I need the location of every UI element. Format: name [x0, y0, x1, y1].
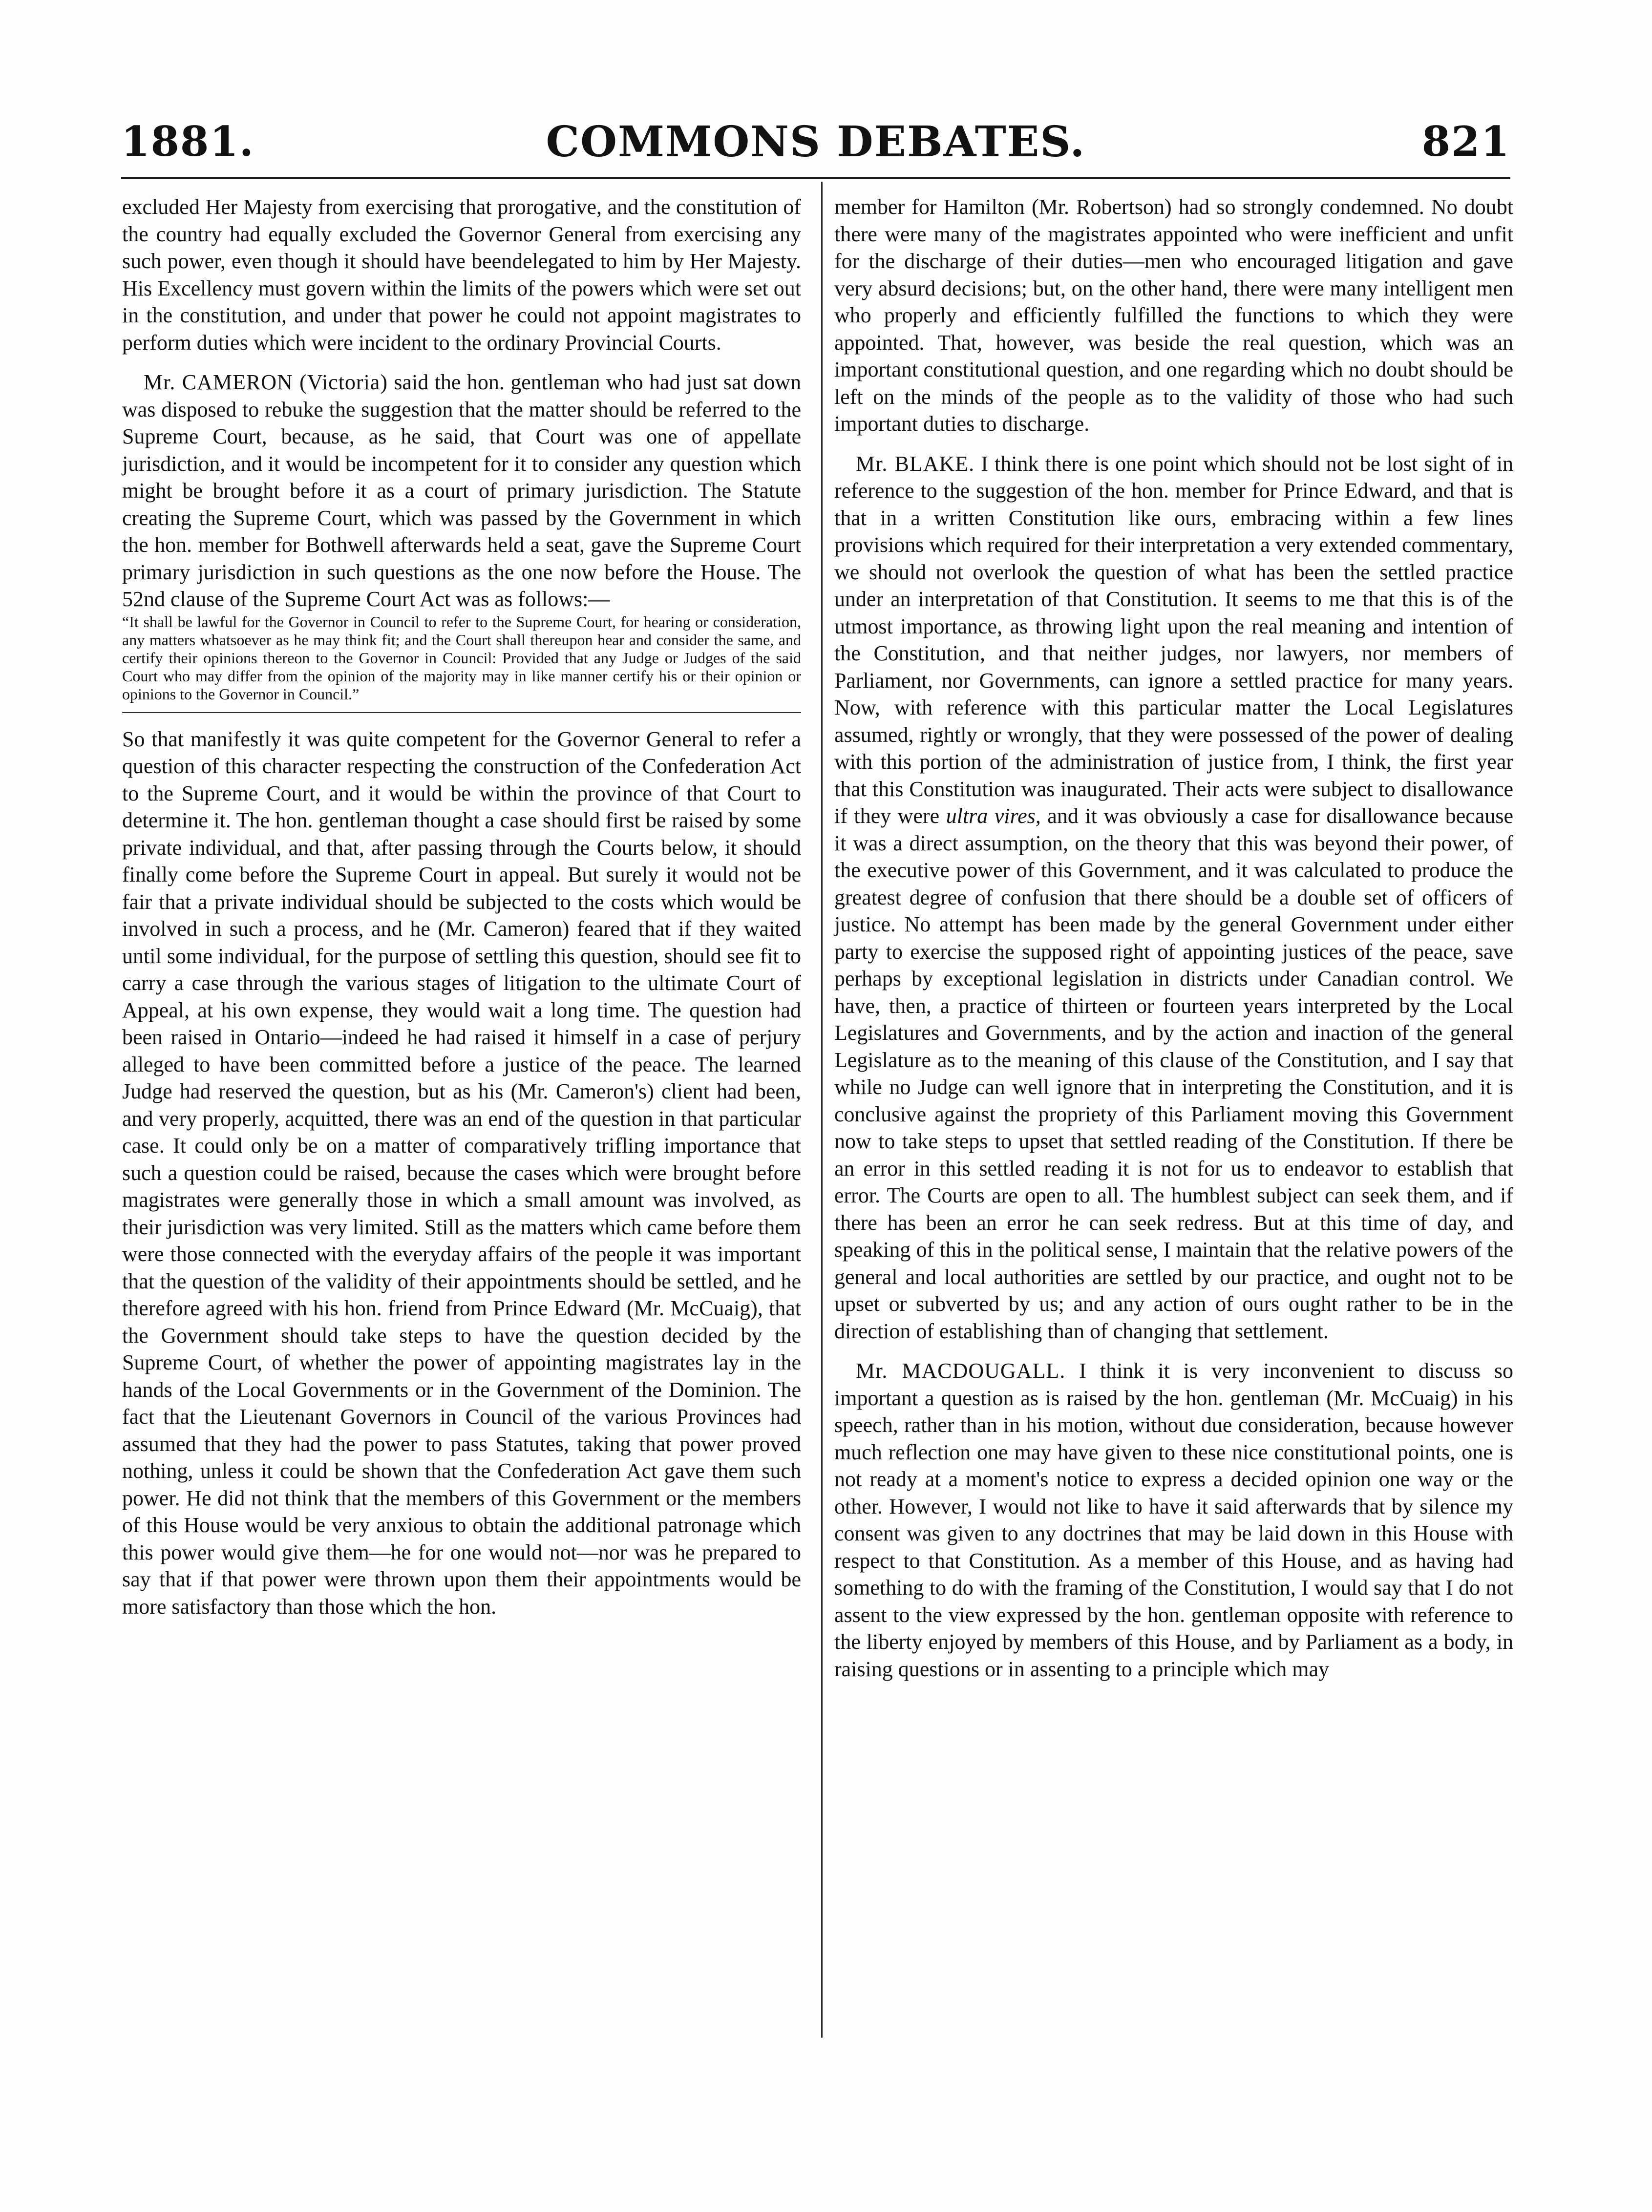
speech-text: I think there is one point which should not be lost sight of in reference to the suggestion of the hon. member for Prince Edward, and that is that in a written Constitution like ours, embracing within a few lines provisions which required for their interpretation a very extended commentary, we should not overlook the question of what has been the settled practice under an interpretation of that Constitution. It seems to me that this is of the utmost importance, as throwing light upon the real meaning and intention of the Constitution, and that neither judges, nor lawyers, nor members of Parliament, nor Governments, can ignore a settled practice for many years. Now, with reference with this particular matter the Local Legislatures assumed, rightly or wrongly, that they were possessed of the power of dealing with this portion of the administration of justice from, I think, the first year that this Constitution was inaugurated. Their acts were subject to disallowance if they were	[834, 451, 1514, 828]
paragraph: member for Hamilton (Mr. Robertson) had so strongly condemned. No doubt there were many of the magistrates appointed who were inefficient and unfit for the discharge of their duties—men who encouraged litigation and gave very absurd decisions; but, on the other hand, there were many intelligent men who properly and efficiently fulfilled the functions to which they were appointed. That, however, was beside the real question, which was an important constitutional question, and one regarding which no doubt should be left on the minds of the people as to the validity of those who had such important duties to discharge.	[834, 195, 1513, 436]
left-column	[122, 193, 801, 1620]
header-title: COMMONS DEBATES.	[546, 117, 1086, 167]
right-column	[834, 193, 1513, 1683]
speaker-name: Mr. BLAKE.	[856, 451, 975, 476]
page-header	[121, 117, 1510, 171]
paragraph	[122, 369, 801, 613]
speech-text: I think it is very inconvenient to discuss so important a question as is raised by the hon. gentleman (Mr. McCuaig) in his speech, rather than in his motion, without due consideration, because however much reflection one may have given to these nice constitutional points, one is not ready at a moment's notice to express a decided opinion one way or the other. However, I would not like to have it said afterwards that by silence my consent was given to any doctrines that may be laid down in this House with respect to that Constitution. As a member of this House, and as having had something to do with the framing of the Constitution, I would say that I do not assent to the view expressed by the hon. gentleman opposite with reference to the liberty enjoyed by members of this House, and by Parliament as a body, in raising questions or in assenting to a principle which may	[834, 1359, 1514, 1681]
column-divider	[821, 182, 823, 2038]
quoted-statute: “It shall be lawful for the Governor in Council to refer to the Supreme Court, for hearing or consideration, any matters whatsoever as he may think fit; and the Court shall thereupon hear and consider the same, and certify their opinions thereon to the Governor in Council: Provided that any Judge or Judges of the said Court who may differ from the opinion of the majority may in like manner certify his or their opinion or opinions to the Governor in Council.”	[122, 612, 801, 703]
quote-divider	[122, 712, 801, 713]
italic-phrase: ultra vires,	[946, 804, 1041, 828]
speaker-name: Mr. CAMERON (Victoria)	[144, 370, 388, 394]
header-rule	[121, 177, 1510, 179]
paragraph: excluded Her Majesty from exercising that prorogative, and the constitution of the country had equally excluded the Governor General from exercising any such power, even though it should have beendelegated to him by Her Majesty. His Excellency must govern within the limits of the powers which were set out in the constitution, and under that power he could not appoint magistrates to perform duties which were incident to the ordinary Provincial Courts.	[122, 195, 801, 355]
header-year: 1881.	[121, 117, 255, 166]
speaker-name: Mr. MACDOUGALL.	[856, 1359, 1066, 1383]
speech-text: said the hon. gentleman who had just sat down was disposed to rebuke the suggestion that the matter should be referred to the Supreme Court, because, as he said, that Court was one of appellate jurisdiction, and it would be incompetent for it to consider any question which might be brought before it as a court of primary jurisdiction. The Statute creating the Supreme Court, which was passed by the Government in which the hon. member for Bothwell afterwards held a seat, gave the Supreme Court primary jurisdiction in such questions as the one now before the House. The 52nd clause of the Supreme Court Act was as follows:—	[122, 370, 802, 611]
paragraph: So that manifestly it was quite competent for the Governor General to refer a question of this character respecting the construction of the Confederation Act to the Supreme Court, and it would be within the province of that Court to determine it. The hon. gentleman thought a case should first be raised by some private individual, and that, after passing through the Courts below, it should finally come before the Supreme Court in appeal. But surely it would not be fair that a private individual should be subjected to the costs which would be involved in such a process, and he (Mr. Cameron) feared that if they waited until some individual, for the purpose of settling this question, should see fit to carry a case through the various stages of litigation to the ultimate Court of Appeal, at his own expense, they would wait a long time. The question had been raised in Ontario—indeed he had raised it himself in a case of perjury alleged to have been committed before a justice of the peace. The learned Judge had reserved the question, but as his (Mr. Cameron's) client had been, and very properly, acquitted, there was an end of the question in that particular case. It could only be on a matter of comparatively trifling importance that such a question could be raised, because the cases which were brought before magistrates were generally those in which a small amount was involved, as their jurisdiction was very limited. Still as the matters which came before them were those connected with the everyday affairs of the people it was important that the question of the validity of their appointments should be settled, and he therefore agreed with his hon. friend from Prince Edward (Mr. McCuaig), that the Government should take steps to have the question decided by the Supreme Court, of whether the power of appointing magistrates lay in the hands of the Local Governments or in the Government of the Dominion. The fact that the Lieutenant Governors in Council of the various Provinces had assumed that they had the power to pass Statutes, taking that power proved nothing, unless it could be shown that the Confederation Act gave them such power. He did not think that the members of this Government or the members of this House would be very anxious to obtain the additional patronage which this power would give them—he for one would not—nor was he prepared to say that if that power were thrown upon them their appointments would be more satisfactory than those which the hon.	[122, 727, 801, 1619]
paragraph	[834, 1357, 1513, 1683]
speech-text: and it was obviously a case for disallowance because it was a direct assumption, on the theory that this was beyond their power, of the executive power of this Government, and it was calculated to produce the greatest degree of confusion that there should be a double set of officers of justice. No attempt has been made by the general Government under either party to exercise the supposed right of appointing justices of the peace, save perhaps by exceptional legislation in districts under Canadian control. We have, then, a practice of thirteen or fourteen years interpreted by the Local Legislatures and Governments, and by the action and inaction of the general Legislature as to the meaning of this clause of the Constitution, and I say that while no Judge can well ignore that in interpreting the Constitution, and it is conclusive against the propriety of this Parliament moving this Government now to take steps to upset that settled reading of the Constitution. If there be an error in this settled reading it is not for us to endeavor to establish that error. The Courts are open to all. The humblest subject can seek them, and if there has been an error he can seek redress. But at this time of day, and speaking of this in the political sense, I maintain that the relative powers of the general and local authorities are settled by our practice, and ought not to be upset or subverted by us; and any action of ours ought rather to be in the direction of establishing than of changing that settlement.	[834, 804, 1514, 1343]
header-page-number: 821	[1421, 117, 1510, 166]
paragraph	[834, 450, 1513, 1345]
